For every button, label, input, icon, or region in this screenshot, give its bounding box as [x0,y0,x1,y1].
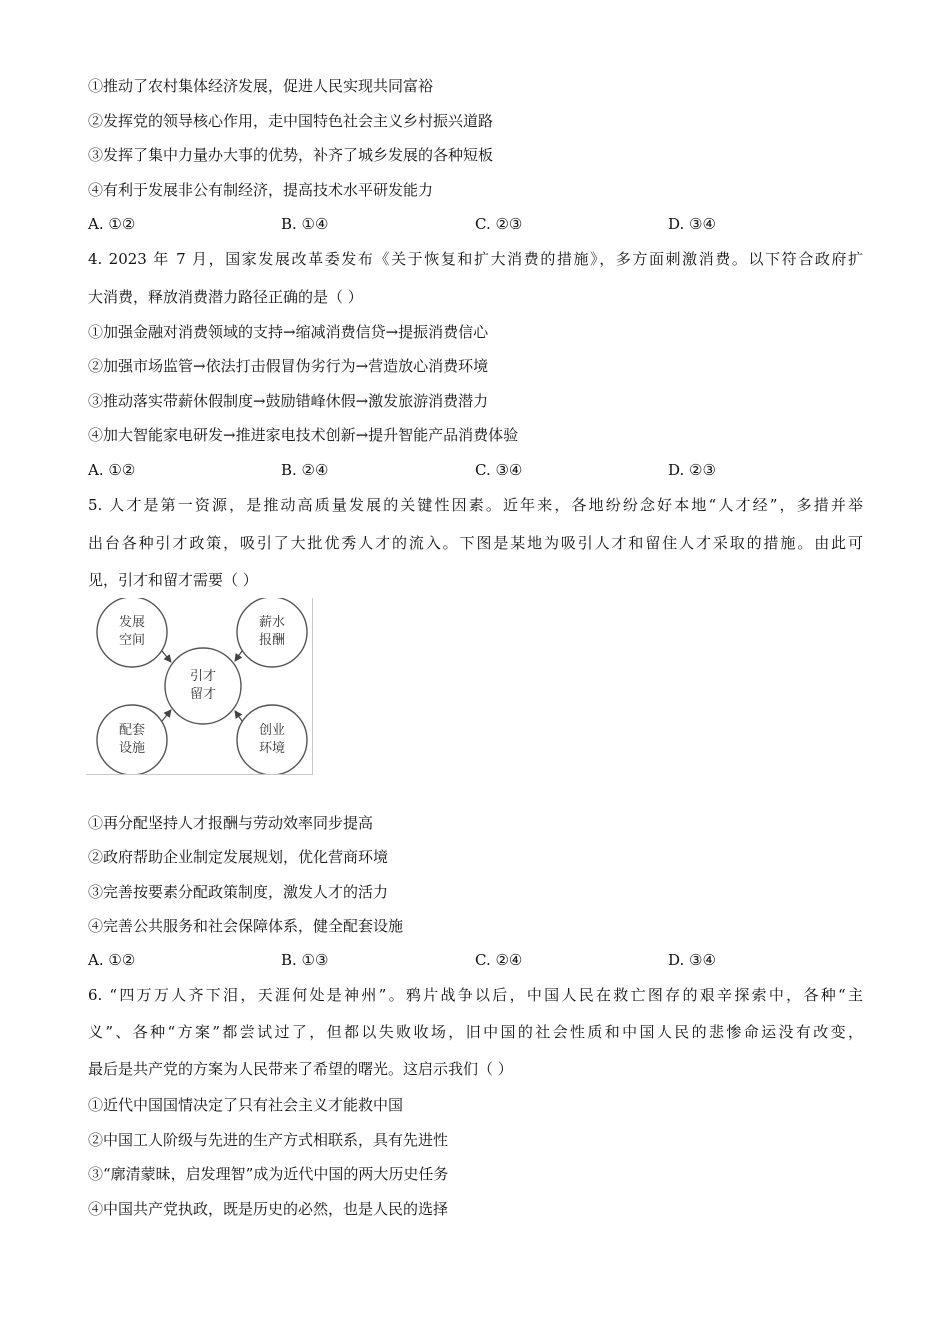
q5-stem-line-2: 出台各种引才政策，吸引了大批优秀人才的流入。下图是某地为吸引人才和留住人才采取的措施。由此可 [88,534,863,552]
q3-option-a: A. ①② [88,215,136,233]
q4-stem-line-1: 4. 2023 年 7 月，国家发展改革委发布《关于恢复和扩大消费的措施》，多方面刺激消费。以下符合政府扩 [88,250,863,268]
arrow-bottom-left [162,710,171,721]
node-top-right-label-2: 报酬 [258,633,286,648]
q3-item-2: ②发挥党的领导核心作用，走中国特色社会主义乡村振兴道路 [88,112,494,130]
q6-item-3: ③“廓清蒙昧，启发理智”成为近代中国的两大历史任务 [88,1165,449,1183]
q3-option-d: D. ③④ [668,215,716,233]
q5-option-a: A. ①② [88,951,136,969]
node-top-right-label-1: 薪水 [258,615,286,630]
q5-item-3: ③完善按要素分配政策制度，激发人才的活力 [88,883,389,901]
q4-option-d: D. ②③ [668,461,716,479]
node-center-label-2: 留才 [189,687,217,702]
q5-stem-line-1: 5. 人才是第一资源，是推动高质量发展的关键性因素。近年来，各地纷纷念好本地“人才经”，多措并举 [88,496,863,514]
node-bottom-right-label-2: 环境 [258,741,286,756]
q4-option-c: C. ③④ [475,461,523,479]
talent-diagram [86,598,313,775]
node-center [165,648,241,724]
q3-item-4: ④有利于发展非公有制经济，提高技术水平研发能力 [88,181,434,199]
q4-stem-line-2: 大消费，释放消费潜力路径正确的是（ ） [88,288,363,306]
q3-item-3: ③发挥了集中力量办大事的优势，补齐了城乡发展的各种短板 [88,146,494,164]
q6-stem-line-1: 6. “四万万人齐下泪，天涯何处是神州”。鸦片战争以后，中国人民在救亡图存的艰辛探索中，各种“主 [88,986,863,1004]
node-top-left-label-2: 空间 [118,633,146,648]
q5-option-d: D. ③④ [668,951,716,969]
talent-diagram-svg [86,598,312,774]
q6-item-1: ①近代中国国情决定了只有社会主义才能救中国 [88,1096,404,1114]
q4-item-1: ①加强金融对消费领域的支持→缩减消费信贷→提振消费信心 [88,323,489,341]
node-bottom-right-label-1: 创业 [258,723,286,738]
q4-options [88,460,868,480]
q3-option-c: C. ②③ [475,215,523,233]
arrow-top-right [235,651,242,661]
node-bottom-left [97,705,167,774]
q4-option-a: A. ①② [88,461,136,479]
q3-item-1: ①推动了农村集体经济发展，促进人民实现共同富裕 [88,77,434,95]
q4-option-b: B. ②④ [281,461,329,479]
node-bottom-right [237,705,307,774]
q5-item-4: ④完善公共服务和社会保障体系，健全配套设施 [88,917,404,935]
q5-options [88,950,868,970]
q6-item-4: ④中国共产党执政，既是历史的必然，也是人民的选择 [88,1200,449,1218]
q6-stem-line-2: 义”、各种“方案”都尝试过了，但都以失败收场，旧中国的社会性质和中国人民的悲惨命运没有改变， [88,1023,863,1041]
q6-item-2: ②中国工人阶级与先进的生产方式相联系，具有先进性 [88,1131,449,1149]
q5-item-1: ①再分配坚持人才报酬与劳动效率同步提高 [88,814,374,832]
arrow-bottom-right [235,711,242,721]
q3-options [88,214,868,234]
q3-option-b: B. ①④ [281,215,329,233]
node-center-label-1: 引才 [189,669,217,684]
node-bottom-left-label-1: 配套 [118,723,146,738]
arrow-top-left [162,651,171,662]
q4-item-2: ②加强市场监管→依法打击假冒伪劣行为→营造放心消费环境 [88,357,489,375]
q5-stem-line-3: 见，引才和留才需要（ ） [88,571,258,589]
node-bottom-left-label-2: 设施 [118,741,146,756]
q5-option-c: C. ②④ [475,951,523,969]
q4-item-4: ④加大智能家电研发→推进家电技术创新→提升智能产品消费体验 [88,426,519,444]
q5-item-2: ②政府帮助企业制定发展规划，优化营商环境 [88,848,389,866]
q6-stem-line-3: 最后是共产党的方案为人民带来了希望的曙光。这启示我们（ ） [88,1060,513,1078]
node-top-left-label-1: 发展 [118,615,146,630]
q4-item-3: ③推动落实带薪休假制度→鼓励错峰休假→激发旅游消费潜力 [88,392,489,410]
q5-option-b: B. ①③ [281,951,329,969]
